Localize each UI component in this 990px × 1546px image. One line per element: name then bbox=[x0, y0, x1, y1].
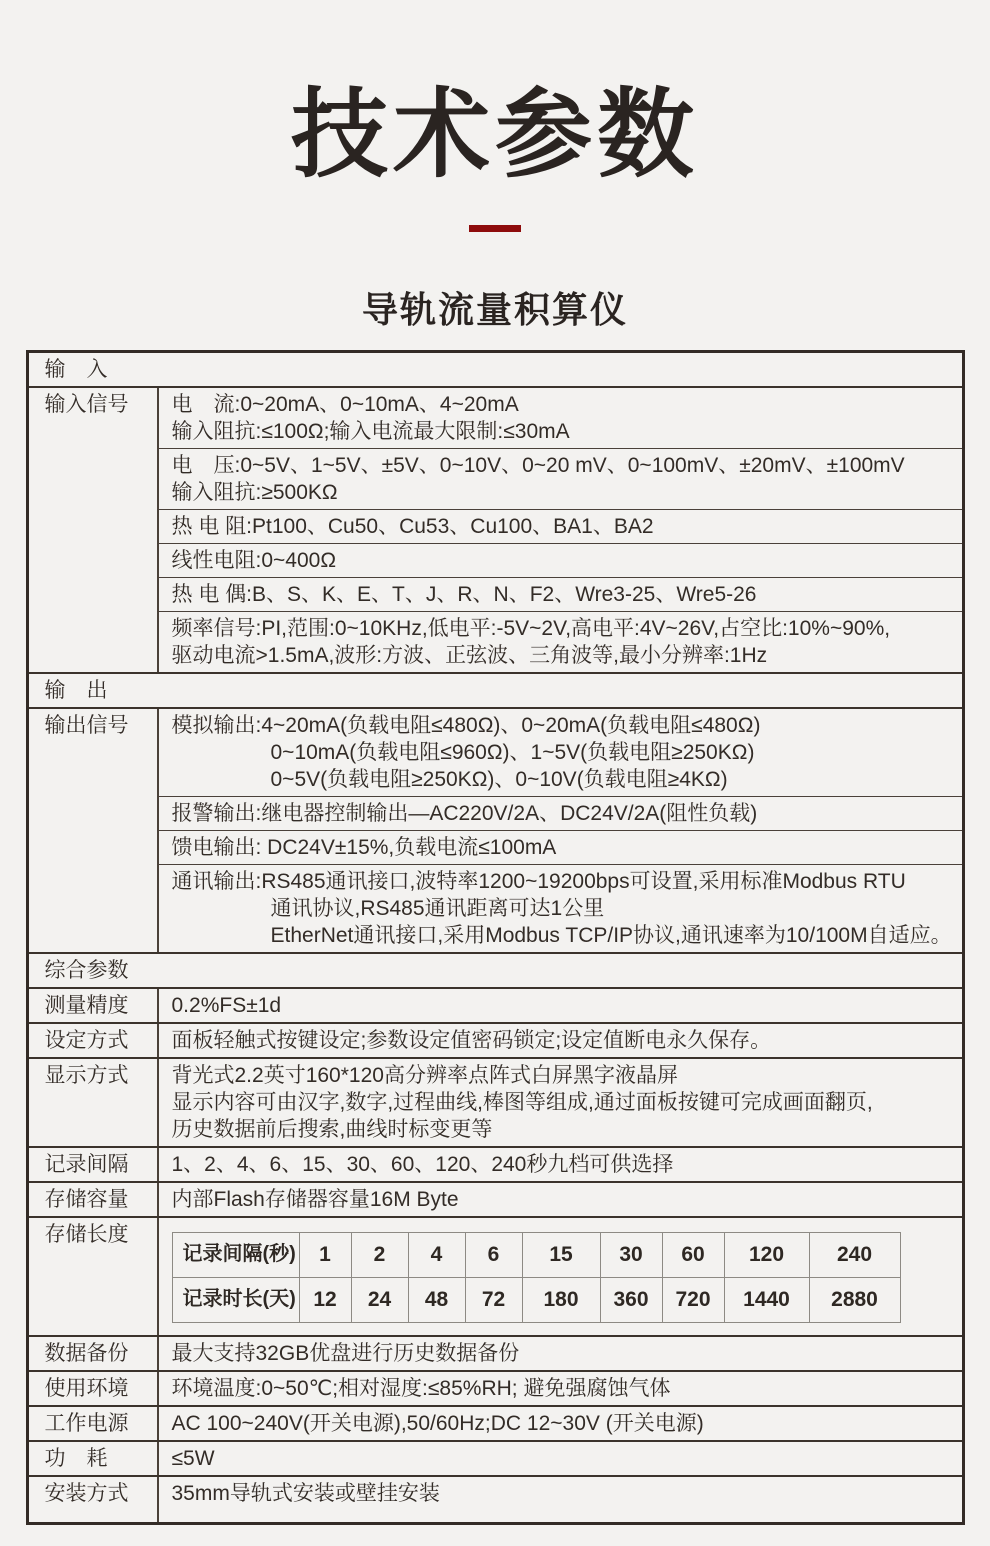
storage-cell: 1440 bbox=[724, 1277, 809, 1322]
spec-line: 1、2、4、6、15、30、60、120、240秒九档可供选择 bbox=[171, 1152, 674, 1176]
row-value bbox=[159, 1218, 962, 1335]
row-label: 输入信号 bbox=[29, 388, 159, 672]
subrow-comm-output bbox=[159, 865, 962, 952]
storage-duration-row bbox=[172, 1277, 900, 1322]
subrow-current bbox=[159, 388, 962, 449]
storage-cell: 240 bbox=[809, 1232, 900, 1277]
section-label: 输 出 bbox=[44, 678, 108, 702]
subrow-voltage bbox=[159, 449, 962, 510]
page-title: 技术参数 bbox=[291, 80, 699, 189]
row-value bbox=[159, 1183, 962, 1216]
row-display-method bbox=[29, 1059, 962, 1148]
storage-cell: 180 bbox=[522, 1277, 600, 1322]
accent-divider bbox=[469, 225, 521, 232]
row-data-backup bbox=[29, 1337, 962, 1372]
storage-cell: 1 bbox=[299, 1232, 351, 1277]
spec-line: 电 流:0~20mA、0~10mA、4~20mA bbox=[171, 392, 519, 416]
subrow-thermocouple bbox=[159, 578, 962, 612]
row-label: 使用环境 bbox=[29, 1372, 159, 1405]
row-label: 显示方式 bbox=[29, 1059, 159, 1146]
storage-cell: 360 bbox=[600, 1277, 662, 1322]
row-label: 数据备份 bbox=[29, 1337, 159, 1370]
row-value bbox=[159, 1148, 962, 1181]
storage-cell: 2880 bbox=[809, 1277, 900, 1322]
storage-table bbox=[172, 1232, 901, 1323]
storage-cell: 120 bbox=[724, 1232, 809, 1277]
storage-cell: 6 bbox=[465, 1232, 522, 1277]
spec-table bbox=[26, 350, 965, 1525]
storage-cell: 30 bbox=[600, 1232, 662, 1277]
storage-cell: 720 bbox=[662, 1277, 724, 1322]
row-value bbox=[159, 1024, 962, 1057]
subrow-excitation-output bbox=[159, 831, 962, 865]
row-label: 测量精度 bbox=[29, 989, 159, 1022]
spec-line: 背光式2.2英寸160*120高分辨率点阵式白屏黑字液晶屏 bbox=[171, 1063, 678, 1087]
row-value bbox=[159, 1059, 962, 1146]
spec-line: 热 电 阻:Pt100、Cu50、Cu53、Cu100、BA1、BA2 bbox=[171, 514, 654, 538]
storage-cell: 24 bbox=[351, 1277, 408, 1322]
spec-line: 输入阻抗:≤100Ω;输入电流最大限制:≤30mA bbox=[171, 419, 570, 443]
spec-line: 报警输出:继电器控制输出—AC220V/2A、DC24V/2A(阻性负载) bbox=[171, 801, 758, 825]
section-row-input bbox=[29, 353, 962, 388]
storage-cell: 48 bbox=[408, 1277, 465, 1322]
section-row-general bbox=[29, 954, 962, 989]
row-label: 存储长度 bbox=[29, 1218, 159, 1335]
row-label: 设定方式 bbox=[29, 1024, 159, 1057]
row-value bbox=[159, 989, 962, 1022]
spec-line: 最大支持32GB优盘进行历史数据备份 bbox=[171, 1341, 520, 1365]
subrow-alarm-output bbox=[159, 797, 962, 831]
spec-line: 0~10mA(负载电阻≤960Ω)、1~5V(负载电阻≥250KΩ) bbox=[270, 740, 755, 764]
row-setting-method bbox=[29, 1024, 962, 1059]
spec-line: 馈电输出: DC24V±15%,负载电流≤100mA bbox=[171, 835, 557, 859]
row-power-consumption bbox=[29, 1442, 962, 1477]
spec-line: 历史数据前后搜索,曲线时标变更等 bbox=[171, 1117, 493, 1141]
row-accuracy bbox=[29, 989, 962, 1024]
row-record-interval bbox=[29, 1148, 962, 1183]
storage-cell: 12 bbox=[299, 1277, 351, 1322]
row-label: 安装方式 bbox=[29, 1477, 159, 1522]
spec-line: 环境温度:0~50℃;相对湿度:≤85%RH; 避免强腐蚀气体 bbox=[171, 1376, 671, 1400]
subrow-rtd bbox=[159, 510, 962, 544]
row-label: 功 耗 bbox=[29, 1442, 159, 1475]
storage-cell: 4 bbox=[408, 1232, 465, 1277]
spec-line: 通讯输出:RS485通讯接口,波特率1200~19200bps可设置,采用标准Modbus RTU bbox=[171, 869, 906, 893]
row-storage-capacity bbox=[29, 1183, 962, 1218]
storage-cell: 60 bbox=[662, 1232, 724, 1277]
row-power-supply bbox=[29, 1407, 962, 1442]
storage-cell: 72 bbox=[465, 1277, 522, 1322]
row-value bbox=[159, 1407, 962, 1440]
subrow-frequency bbox=[159, 612, 962, 672]
spec-line: 电 压:0~5V、1~5V、±5V、0~10V、0~20 mV、0~100mV、±20mV、±100mV bbox=[171, 453, 905, 477]
spec-line: 0~5V(负载电阻≥250KΩ)、0~10V(负载电阻≥4KΩ) bbox=[270, 767, 728, 791]
product-name: 导轨流量积算仪 bbox=[361, 288, 628, 330]
spec-line: AC 100~240V(开关电源),50/60Hz;DC 12~30V (开关电源) bbox=[171, 1411, 704, 1435]
spec-line: 显示内容可由汉字,数字,过程曲线,棒图等组成,通过面板按键可完成画面翻页, bbox=[171, 1090, 873, 1114]
spec-line: ≤5W bbox=[171, 1446, 215, 1470]
section-label: 输 入 bbox=[44, 357, 108, 381]
row-value bbox=[159, 1372, 962, 1405]
row-value bbox=[159, 1442, 962, 1475]
spec-line: 0.2%FS±1d bbox=[171, 993, 282, 1017]
storage-cell: 15 bbox=[522, 1232, 600, 1277]
row-mounting bbox=[29, 1477, 962, 1522]
spec-line: 驱动电流>1.5mA,波形:方波、正弦波、三角波等,最小分辨率:1Hz bbox=[171, 643, 768, 667]
storage-cell: 2 bbox=[351, 1232, 408, 1277]
row-storage-length bbox=[29, 1218, 962, 1337]
spec-line: EtherNet通讯接口,采用Modbus TCP/IP协议,通讯速率为10/100M自适应。 bbox=[270, 923, 952, 947]
spec-line: 输入阻抗:≥500KΩ bbox=[171, 480, 338, 504]
storage-row-header: 记录间隔(秒) bbox=[172, 1232, 299, 1277]
input-signal-subrows bbox=[159, 388, 962, 672]
spec-line: 模拟输出:4~20mA(负载电阻≤480Ω)、0~20mA(负载电阻≤480Ω) bbox=[171, 713, 761, 737]
spec-line: 35mm导轨式安装或壁挂安装 bbox=[171, 1481, 440, 1505]
group-row-output-signal bbox=[29, 709, 962, 954]
spec-line: 热 电 偶:B、S、K、E、T、J、R、N、F2、Wre3-25、Wre5-26 bbox=[171, 582, 757, 606]
subrow-analog-output bbox=[159, 709, 962, 797]
row-label: 输出信号 bbox=[29, 709, 159, 952]
row-label: 记录间隔 bbox=[29, 1148, 159, 1181]
section-row-output bbox=[29, 674, 962, 709]
storage-interval-row bbox=[172, 1232, 900, 1277]
spec-line: 内部Flash存储器容量16M Byte bbox=[171, 1187, 459, 1211]
spec-line: 线性电阻:0~400Ω bbox=[171, 548, 337, 572]
row-environment bbox=[29, 1372, 962, 1407]
row-value bbox=[159, 1337, 962, 1370]
spec-line: 频率信号:PI,范围:0~10KHz,低电平:-5V~2V,高电平:4V~26V,占空比:10%~90%, bbox=[171, 616, 891, 640]
output-signal-subrows bbox=[159, 709, 962, 952]
spec-line: 通讯协议,RS485通讯距离可达1公里 bbox=[270, 896, 605, 920]
group-row-input-signal bbox=[29, 388, 962, 674]
row-label: 工作电源 bbox=[29, 1407, 159, 1440]
storage-row-header: 记录时长(天) bbox=[172, 1277, 299, 1322]
subrow-linear-resistance bbox=[159, 544, 962, 578]
spec-line: 面板轻触式按键设定;参数设定值密码锁定;设定值断电永久保存。 bbox=[171, 1028, 772, 1052]
section-label: 综合参数 bbox=[44, 958, 129, 982]
row-label: 存储容量 bbox=[29, 1183, 159, 1216]
row-value bbox=[159, 1477, 962, 1522]
